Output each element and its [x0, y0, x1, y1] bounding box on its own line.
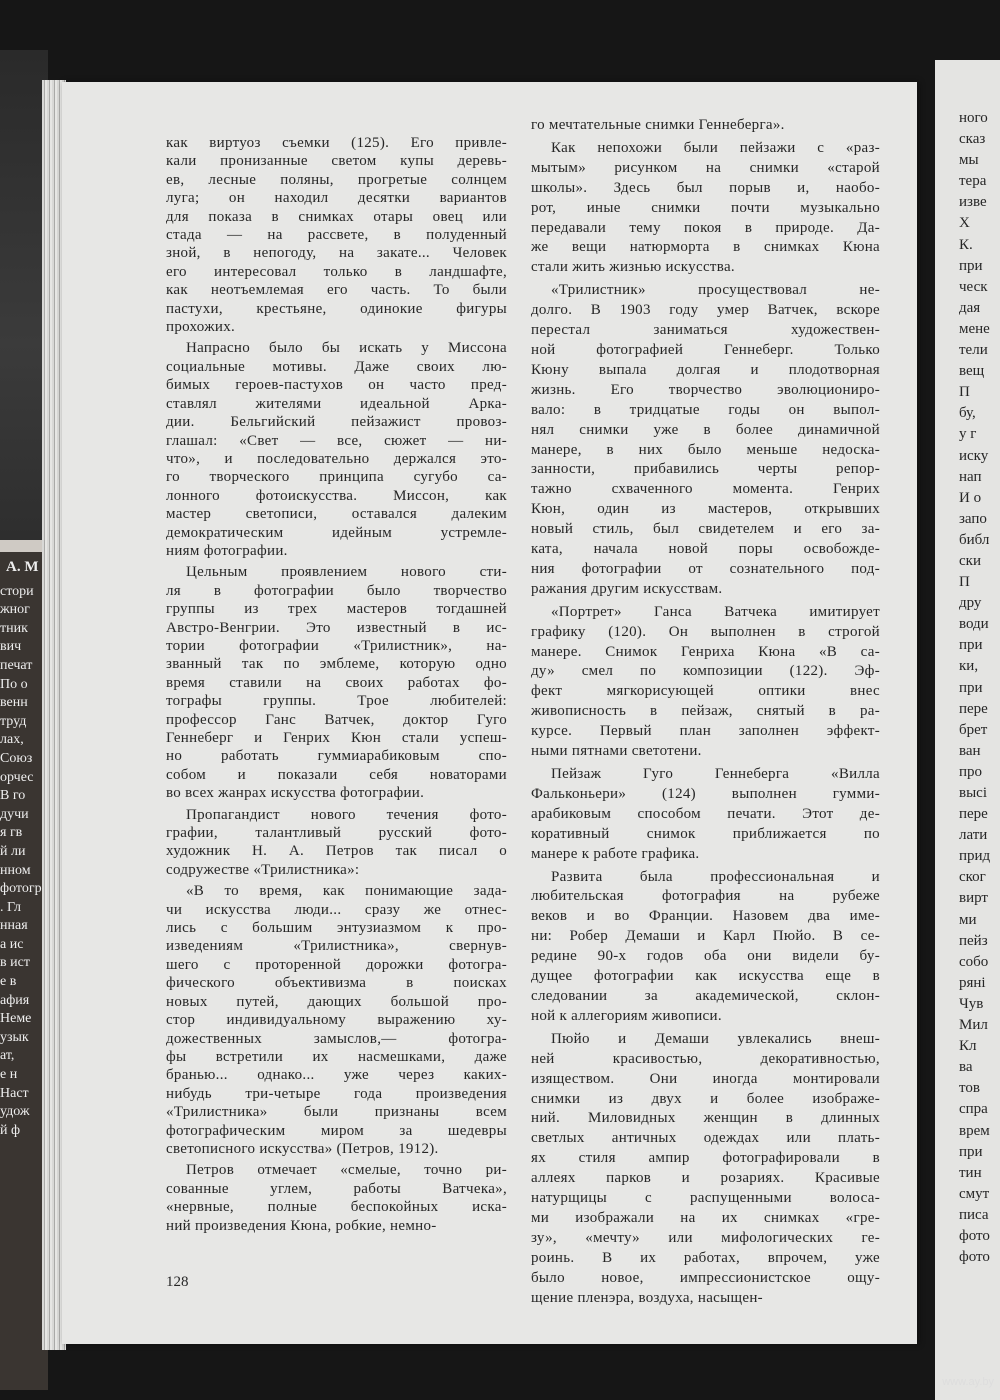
text-fragment: нном	[0, 862, 31, 878]
text-line: редине 90-х годов оба они видели бу-	[531, 948, 880, 965]
text-line: ев, лесные поляны, прогретые солнцем	[166, 171, 507, 188]
text-fragment: фото	[959, 1227, 990, 1244]
text-line: перестал заниматься художествен-	[531, 322, 880, 339]
text-line: дожественных замыслов,— фотогра-	[166, 1030, 507, 1047]
text-line: веков и во Франции. Назовем два име-	[531, 908, 880, 925]
text-line: демократическим идейным устремле-	[166, 524, 507, 541]
text-line: Как непохожи были пейзажи с «раз-	[551, 139, 880, 156]
right-page	[935, 60, 1000, 1400]
text-line: Пропагандист нового течения фото-	[186, 806, 507, 823]
text-line: Цельным проявлением нового сти-	[186, 564, 507, 581]
text-line: натурщицы с распущенными волоса-	[531, 1190, 880, 1207]
text-fragment: дучи	[0, 806, 29, 822]
text-line: го творческого принципа сугубо са-	[166, 469, 507, 486]
paragraph	[531, 603, 880, 762]
text-fragment: про	[959, 763, 983, 780]
text-line: собом и показали себя новаторами	[166, 766, 507, 783]
text-line: ний. Миловидных женщин в длинных	[531, 1110, 880, 1127]
text-line: лонного фотоискусства. Миссон, как	[166, 487, 507, 504]
text-fragment: у г	[959, 426, 977, 443]
text-fragment: води	[959, 616, 989, 633]
text-line: изведениям «Трилистника», свернув-	[166, 938, 507, 955]
text-fragment: в ист	[0, 955, 30, 971]
text-line: школы». Здесь был порыв и, наобо-	[531, 179, 880, 196]
text-line: званный так по эмблеме, которую одно	[166, 656, 507, 673]
text-line: графику (120). Он выполнен в строгой	[531, 623, 880, 640]
paragraph	[531, 1030, 880, 1309]
text-line: следовании за академической, склон-	[531, 987, 880, 1004]
text-fragment: Союз	[0, 750, 33, 766]
text-line: профессор Ганс Ватчек, доктор Гуго	[166, 711, 507, 728]
text-line: ни: Робер Демаши и Карл Пюйо. В се-	[531, 928, 880, 945]
text-fragment: писа	[959, 1206, 989, 1223]
text-line: манере. Снимок Генриха Кюна «В са-	[531, 643, 880, 660]
text-fragment: ски	[959, 552, 981, 569]
text-fragment: жног	[0, 602, 30, 618]
text-line: кали пронизанные светом купы деревь-	[166, 153, 507, 170]
text-fragment: изве	[959, 194, 987, 211]
text-fragment: спра	[959, 1101, 988, 1118]
text-line: живописность в пейзаж, снятый в ра-	[531, 703, 880, 720]
text-fragment: ного	[959, 110, 988, 126]
text-fragment: при	[959, 257, 983, 274]
text-fragment: ског	[959, 869, 986, 886]
left-text-column	[166, 134, 507, 1238]
text-fragment: . Гл	[0, 899, 22, 915]
paragraph	[531, 765, 880, 865]
text-line: же вещи натюрморта в снимках Кюна	[531, 239, 880, 256]
text-line: прохожих.	[166, 319, 236, 336]
text-fragment: сказ	[959, 131, 986, 148]
text-fragment: тов	[959, 1080, 980, 1097]
text-line: снимки из двух и более изображе-	[531, 1090, 880, 1107]
text-line: ката, начала новой поры освобожде-	[531, 541, 880, 558]
left-page-fragments	[0, 583, 46, 1141]
text-line: нял снимки уже в более динамичной	[531, 421, 880, 438]
text-fragment: врем	[959, 1122, 990, 1139]
text-line: манере к работе графика.	[531, 845, 700, 862]
text-fragment: ат,	[0, 1048, 15, 1064]
text-line: тории фотографии «Трилистник», на-	[166, 637, 507, 654]
page-number: 128	[166, 1274, 189, 1290]
text-line: глашал: «Свет — все, сюжет — ни-	[166, 432, 507, 449]
text-fragment: а ис	[0, 936, 24, 952]
text-line: «Трилистник» просуществовал не-	[551, 282, 880, 299]
text-line: Кюн, один из мастеров, открывших	[531, 501, 880, 518]
paragraph	[166, 882, 507, 1158]
text-line: светописного искусства» (Петров, 1912).	[166, 1140, 439, 1157]
text-line: было новое, импрессионистское ощу-	[531, 1269, 880, 1286]
text-fragment: В го	[0, 788, 26, 804]
text-line: аллеях парков и розариях. Красивые	[531, 1170, 880, 1187]
text-fragment: печат	[0, 657, 33, 673]
text-fragment: тин	[959, 1164, 982, 1181]
text-fragment: е н	[0, 1067, 18, 1083]
text-line: во всех жанрах искусства фотографии.	[166, 785, 425, 802]
text-fragment: К.	[959, 236, 973, 253]
paragraph	[166, 339, 507, 560]
text-line: как виртуоз съемки (125). Его привле-	[166, 135, 507, 151]
text-line: «нервные, полные беспокойных иска-	[166, 1199, 507, 1216]
text-fragment: фото	[959, 1249, 990, 1266]
text-line: «Портрет» Ганса Ватчека имитирует	[551, 603, 880, 620]
text-line: щение пленэра, воздуха, насыщен-	[531, 1289, 763, 1306]
text-line: вало: в тридцатые годы он выпол-	[531, 401, 880, 418]
text-line: что», и последовательно держался это-	[166, 450, 507, 467]
text-line: дии. Бельгийский пейзажист провоз-	[166, 414, 507, 431]
text-line: Фальконьери» (124) выполнен гумми-	[531, 785, 880, 802]
text-line: группы из трех мастеров тогдашней	[166, 601, 507, 618]
text-fragment: пере	[959, 806, 988, 823]
text-fragment: тера	[959, 173, 987, 190]
text-line: новых путей, дающих большой про-	[166, 993, 507, 1010]
text-fragment: пере	[959, 700, 988, 717]
text-fragment: й ли	[0, 843, 26, 859]
text-line: го мечтательные снимки Геннеберга».	[531, 117, 785, 133]
text-line: ниям фотографии.	[166, 542, 288, 559]
text-fragment: лати	[959, 827, 988, 844]
text-fragment: библ	[959, 531, 990, 548]
text-line: ными пятнами светотени.	[531, 743, 702, 760]
text-fragment: фотогр	[0, 881, 42, 897]
text-fragment: Наст	[0, 1085, 29, 1101]
text-line: роинь. В их работах, впрочем, уже	[531, 1249, 880, 1266]
paragraph	[531, 139, 880, 278]
text-fragment: И о	[959, 489, 982, 506]
left-page-heading: А. М	[6, 559, 39, 575]
text-fragment: Мил	[959, 1017, 988, 1034]
text-line: светлых античных одеждах или плать-	[531, 1130, 880, 1147]
text-line: дущее фотографии как искусства еще в	[531, 968, 880, 985]
text-line: социальные мотивы. Даже своих лю-	[166, 358, 507, 375]
text-fragment: нная	[0, 918, 28, 934]
text-fragment: Х	[959, 215, 970, 232]
text-line: ния фотографии от сознательного под-	[531, 560, 880, 577]
right-page-fragments	[959, 108, 990, 1268]
text-fragment: ван	[959, 742, 981, 759]
text-fragment: ки,	[959, 658, 979, 675]
text-fragment: при	[959, 1143, 983, 1160]
text-line: Пюйо и Демаши увлекались внеш-	[551, 1030, 880, 1047]
text-line: стор индивидуальному выражению ху-	[166, 1012, 507, 1029]
text-line: Развита была профессиональная и	[551, 868, 880, 885]
text-line: фект мягкорисующей оптики внес	[531, 683, 880, 700]
text-line: изяществом. Они иногда монтировали	[531, 1070, 880, 1087]
text-line: «Трилистника» были признаны всем	[166, 1104, 507, 1121]
text-fragment: лах,	[0, 732, 24, 748]
book-page	[62, 82, 917, 1344]
text-fragment: тник	[0, 620, 28, 636]
text-line: зной, в непогоду, на закате... Человек	[166, 245, 507, 262]
text-line: передавали тему покоя в природе. Да-	[531, 219, 880, 236]
text-line: Геннеберг и Генрих Кюн стали успеш-	[166, 730, 507, 746]
text-fragment: е в	[0, 974, 17, 990]
text-fragment: Неме	[0, 1011, 32, 1027]
text-fragment: дая	[959, 299, 981, 316]
text-fragment: при	[959, 637, 983, 654]
text-fragment: труд	[0, 713, 27, 729]
text-line: ной фотографией Геннеберг. Только	[531, 341, 880, 358]
text-line: мастер светописи, оставался далеким	[166, 506, 507, 523]
text-fragment: ва	[959, 1059, 973, 1076]
paragraph	[166, 563, 507, 802]
text-line: ний произведения Кюна, робкие, немно-	[166, 1217, 437, 1234]
paragraph	[166, 1161, 507, 1235]
text-line: долго. В 1903 году умер Ватчек, вскоре	[531, 302, 880, 319]
text-line: жизнь. Его творчество эволюциониро-	[531, 381, 880, 398]
text-fragment: Кл	[959, 1038, 977, 1055]
text-fragment: я гв	[0, 825, 23, 841]
text-fragment: Чув	[959, 995, 984, 1012]
text-line: манере, в них было меньше недоска-	[531, 441, 880, 458]
right-text-column	[531, 116, 880, 1311]
paragraph	[531, 281, 880, 600]
text-line: графии, талантливый русский фото-	[166, 825, 507, 842]
text-line: фы встретили их насмешками, даже	[166, 1048, 507, 1065]
text-fragment: пейз	[959, 932, 988, 949]
text-line: Петров отмечает «смелые, точно ри-	[186, 1162, 507, 1179]
text-fragment: мы	[959, 152, 979, 169]
text-line: ля в фотографии было творчество	[166, 582, 507, 599]
text-line: шего с проторенной дорожки фотогра-	[166, 956, 507, 973]
text-fragment: вич	[0, 639, 22, 655]
text-fragment: удож	[0, 1104, 30, 1120]
text-fragment: смут	[959, 1185, 990, 1202]
text-fragment: высі	[959, 785, 987, 801]
text-fragment: мене	[959, 320, 990, 337]
left-page	[0, 50, 48, 1390]
text-fragment: ческ	[959, 278, 988, 295]
text-fragment: при	[959, 679, 983, 696]
text-fragment: По о	[0, 676, 28, 692]
text-line: ражания другим искусствам.	[531, 580, 723, 597]
text-line: ях стиля ампир фотографировали в	[531, 1150, 880, 1167]
text-line: Кюну выпала долгая и плодотворная	[531, 361, 880, 378]
text-line: для показа в снимках отары овец или	[166, 208, 507, 225]
text-line: его интересовал только в ландшафте,	[166, 263, 507, 280]
text-line: содружестве «Трилистника»:	[166, 861, 360, 878]
text-fragment: ми	[959, 911, 977, 928]
text-line: чи искусства люди... сразу же отнес-	[166, 901, 507, 918]
text-line: художник Н. А. Петров так писал о	[166, 843, 507, 860]
text-line: ней красивостью, декоративностью,	[531, 1050, 880, 1067]
text-fragment: ряні	[959, 974, 986, 991]
text-line: нибудь три-четыре года произведения	[166, 1085, 507, 1102]
text-line: зу», «мечту» или мифологических ге-	[531, 1229, 880, 1246]
text-line: луга; он находил десятки вариантов	[166, 190, 507, 207]
text-line: любительская фотография на рубеже	[531, 888, 880, 905]
text-fragment: прид	[959, 848, 991, 865]
text-line: «В то время, как понимающие зада-	[186, 883, 507, 900]
text-line: коративный снимок приближается по	[531, 825, 880, 842]
watermark: www.ay.by	[942, 1376, 994, 1388]
text-line: новый стиль, был свидетелем и его за-	[531, 521, 880, 538]
text-line: пастухи, крестьяне, одинокие фигуры	[166, 300, 507, 317]
text-fragment: тели	[959, 342, 988, 359]
text-line: бимых героев-пастухов он часто пред-	[166, 377, 507, 394]
text-line: ми изображали на их снимках «гре-	[531, 1209, 880, 1226]
text-line: фотографическим миром за шедевры	[166, 1122, 507, 1139]
left-page-text	[0, 558, 46, 1140]
text-fragment: вирт	[959, 890, 988, 907]
text-line: арабиковым способом печати. Этот де-	[531, 805, 880, 822]
text-line: время ставили на своих работах фо-	[166, 674, 507, 691]
text-fragment: афия	[0, 992, 30, 1008]
text-line: ставлял жителями идеальной Арка-	[166, 395, 507, 412]
text-fragment: узык	[0, 1029, 29, 1045]
text-line: лись с большим энтузиазмом к про-	[166, 920, 507, 937]
text-line: ной к аллегориям живописи.	[531, 1007, 722, 1024]
text-fragment: вещ	[959, 363, 985, 380]
text-line: стада — на рассвете, в полуденный	[166, 227, 507, 244]
text-line: стали жить жизнью искусства.	[531, 259, 735, 276]
text-fragment: запо	[959, 510, 987, 527]
text-fragment: бу,	[959, 405, 976, 422]
text-line: ду» смел по композиции (122). Эф-	[531, 663, 880, 680]
paragraph	[531, 868, 880, 1027]
text-fragment: собо	[959, 953, 989, 970]
text-line: Напрасно было бы искать у Миссона	[186, 340, 507, 357]
text-fragment: иску	[959, 447, 989, 464]
text-fragment: венн	[0, 695, 28, 711]
text-line: Австро-Венгрии. Это известный в ис-	[166, 619, 507, 636]
text-fragment: П	[959, 574, 970, 591]
paragraph	[531, 116, 880, 136]
text-line: бранью... однако... уже через каких-	[166, 1067, 507, 1084]
paragraph	[166, 806, 507, 880]
text-fragment: дру	[959, 595, 982, 612]
text-line: Пейзаж Гуго Геннеберга «Вилла	[551, 766, 880, 782]
text-line: сованные углем, работы Ватчека»,	[166, 1180, 507, 1197]
text-line: но работать гуммиарабиковым спо-	[166, 748, 507, 765]
text-line: занности, прибавились черты репор-	[531, 461, 880, 478]
text-line: рот, иные снимки почти музыкально	[531, 199, 880, 216]
text-fragment: брет	[959, 721, 988, 738]
text-line: мытым» рисунком на снимки «старой	[531, 159, 880, 176]
left-page-divider	[0, 540, 48, 552]
text-line: тажно схваченного момента. Генрих	[531, 481, 880, 498]
text-fragment: орчес	[0, 769, 34, 785]
left-page-photo	[0, 50, 48, 540]
text-fragment: нап	[959, 468, 982, 485]
text-line: тографы группы. Трое любителей:	[166, 693, 507, 710]
text-line: фического объективизма в поисках	[166, 975, 507, 992]
paragraph	[166, 134, 507, 336]
text-fragment: П	[959, 384, 970, 401]
text-fragment: й ф	[0, 1122, 21, 1138]
text-line: курсе. Первый план заполнен эффект-	[531, 723, 880, 740]
text-fragment: стори	[0, 583, 34, 599]
text-line: как неотъемлемая его часть. То были	[166, 282, 507, 299]
